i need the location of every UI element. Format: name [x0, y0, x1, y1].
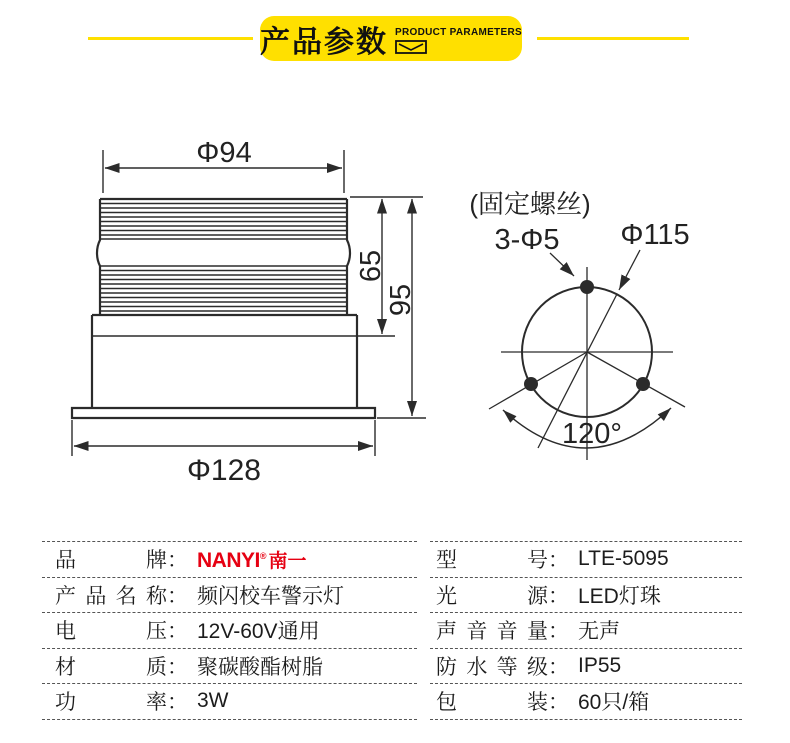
spec-table-right — [430, 541, 742, 720]
row-value: LED灯珠 — [578, 584, 661, 608]
row-label: 声音音量 — [436, 620, 548, 644]
row-label: 光源 — [436, 584, 548, 608]
mounting-hole-left — [524, 377, 538, 391]
row-value: 3W — [197, 689, 229, 713]
spec-table-left — [42, 541, 417, 720]
row-label: 品牌 — [55, 549, 167, 573]
row-label: 电压 — [55, 620, 167, 644]
screw-note-label: (固定螺丝) — [469, 189, 591, 219]
page-title: 产品参数 — [260, 25, 389, 59]
table-row-power: 功率 ： 3W — [42, 683, 417, 720]
brand-logo — [197, 546, 307, 573]
dim-total-height-label: 95 — [385, 283, 417, 317]
table-row-sound: 声音音量 ： 无声 — [430, 612, 742, 648]
registered-mark-icon: ® — [259, 550, 267, 561]
row-value: 无声 — [578, 620, 620, 644]
row-value: 聚碳酸酯树脂 — [197, 655, 323, 679]
bolt-circle-label: Φ115 — [620, 219, 690, 251]
table-row-light-source: 光源 ： LED灯珠 — [430, 577, 742, 613]
side-view-drawing — [72, 150, 426, 456]
hole-angle-label: 120° — [562, 418, 622, 450]
table-row-voltage: 电压 ： 12V-60V通用 — [42, 612, 417, 648]
row-label: 功率 — [55, 691, 167, 715]
dim-base-diameter-label: Φ128 — [187, 454, 261, 487]
dim-top-diameter-label: Φ94 — [196, 137, 252, 169]
row-label: 产品名称 — [55, 584, 167, 608]
screw-holes-label: 3-Φ5 — [494, 224, 560, 256]
dim-dome-height-label: 65 — [355, 249, 387, 283]
row-value: 60只/箱 — [578, 691, 650, 715]
row-label: 型号 — [436, 549, 548, 573]
table-row-waterproof: 防水等级 ： IP55 — [430, 648, 742, 684]
table-row-brand: 品牌 ： NANYI ® 南一 — [42, 541, 417, 577]
row-value: LTE-5095 — [578, 547, 669, 571]
mounting-hole-top — [580, 280, 594, 294]
table-row-packing: 包装 ： 60只/箱 — [430, 683, 742, 720]
row-label: 防水等级 — [436, 655, 548, 679]
mounting-hole-right — [636, 377, 650, 391]
row-value: 12V-60V通用 — [197, 620, 320, 644]
table-row-model: 型号 ： LTE-5095 — [430, 541, 742, 577]
brand-logo-cn: 南一 — [268, 550, 307, 572]
page-subtitle: PRODUCT PARAMETERS — [395, 27, 522, 38]
row-label: 材质 — [55, 655, 167, 679]
table-row-product-name: 产品名称 ： 频闪校车警示灯 — [42, 577, 417, 613]
brand-logo-en: NANYI — [197, 548, 260, 572]
row-value: IP55 — [578, 653, 622, 677]
row-label: 包装 — [436, 691, 548, 715]
row-value: 频闪校车警示灯 — [197, 584, 344, 608]
table-row-material: 材质 ： 聚碳酸酯树脂 — [42, 648, 417, 684]
